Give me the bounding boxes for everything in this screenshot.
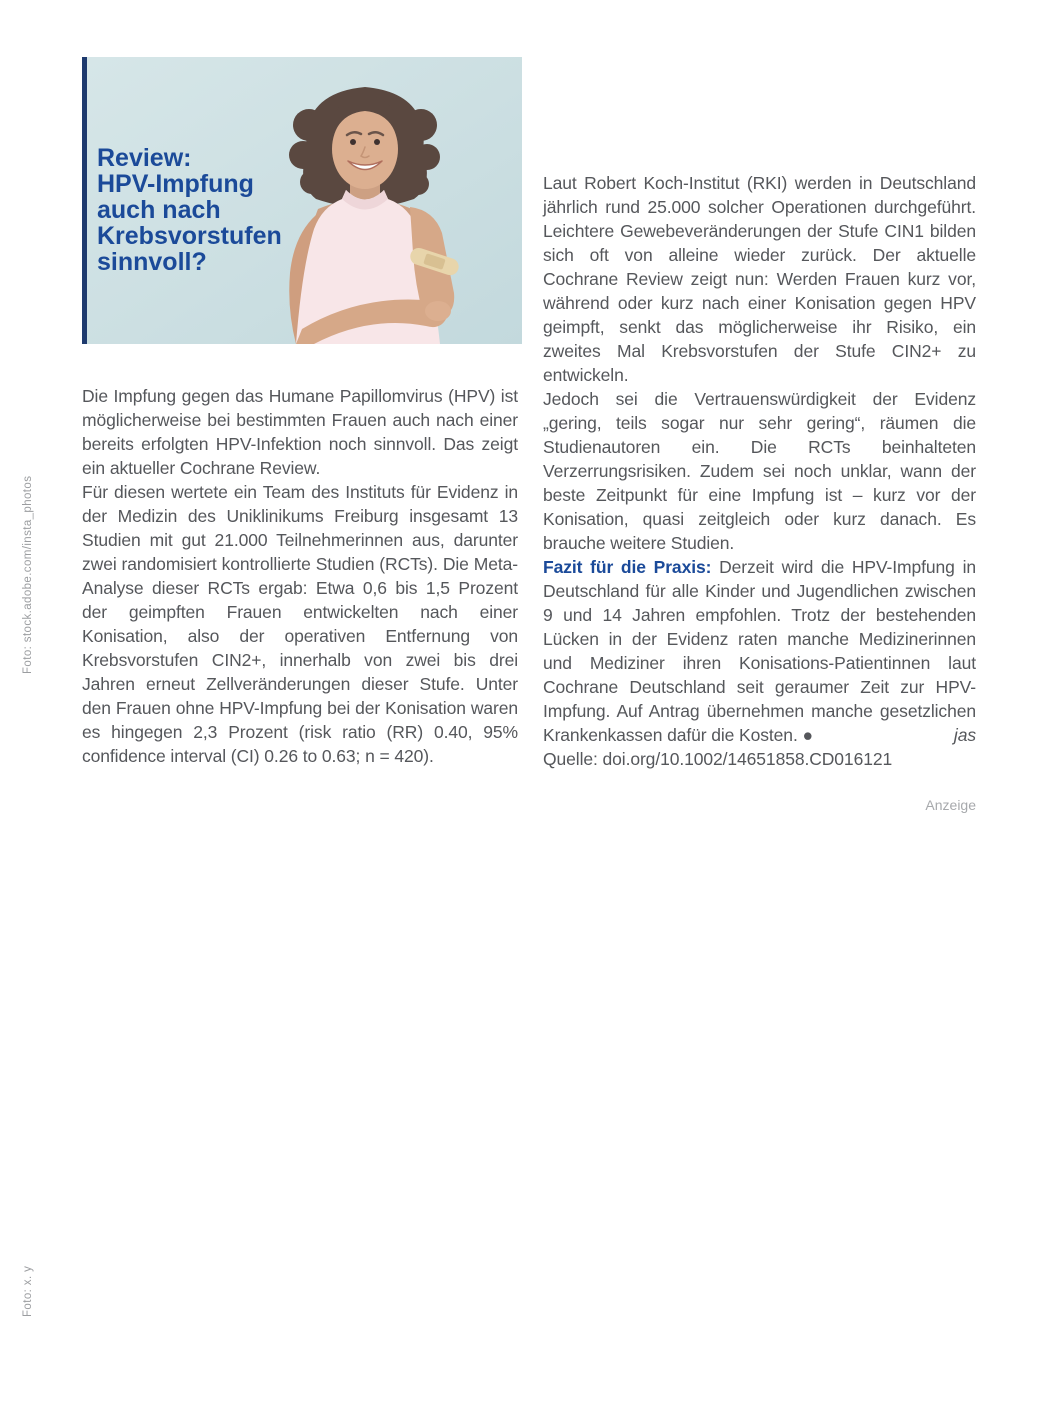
conclusion-label: Fazit für die Praxis: xyxy=(543,557,712,577)
paragraph: Für diesen wertete ein Team des Instituts für Evidenz in der Medizin des Uniklinikums Freiburg insgesamt 13 Studien mit gut 21.000 Teilnehmerinnen aus, darunter zwei randomisiert kontrollierte Studien (RCTs). Die Meta-Analyse dieser RCTs ergab: Etwa 0,6 bis 1,5 Prozent der geimpften Frauen entwickelten nach einer Konisation, also der operativen Entfernung von Krebsvorstufen CIN2+, innerhalb von zwei bis drei Jahren erneut Zellveränderungen dieser Stufe. Unter den Frauen ohne HPV-Impfung bei der Konisation waren es hingegen 2,3 Prozent (risk ratio (RR) 0.40, 95% confidence interval (CI) 0.26 to 0.63; n = 420). xyxy=(82,482,518,766)
conclusion-paragraph xyxy=(543,555,976,747)
hero-image-block xyxy=(82,57,522,344)
paragraph: Die Impfung gegen das Humane Papillomvirus (HPV) ist möglicherweise bei bestimmten Frauen auch nach einer bereits erfolgten HPV-Infektion noch sinnvoll. Das zeigt ein aktueller Cochrane Review. xyxy=(82,386,518,478)
conclusion-text: Derzeit wird die HPV-Impfung in Deutschland für alle Kinder und Jugendlichen zwischen 9 und 14 Jahren empfohlen. Trotz der bestehenden Lücken in der Evidenz raten manche Medizinerinnen und Mediziner ihren Konisations-Patientinnen laut Cochrane Deutschland seit geraumer Zeit zur HPV-Impfung. Auf Antrag übernehmen manche gesetzlichen Krankenkassen dafür die Kosten. ● xyxy=(543,557,976,745)
title-line: Review: xyxy=(97,144,192,172)
paragraph: Jedoch sei die Vertrauenswürdigkeit der Evidenz „gering, teils sogar nur sehr gering“, räumen die Studienautoren ein. Die RCTs beinhalteten Verzerrungsrisiken. Zudem sei noch unklar, wann der beste Zeitpunkt für eine Impfung ist – kurz vor der Konisation, quasi zeitgleich oder kurz danach. Es brauche weitere Studien. xyxy=(543,389,976,553)
left-eye xyxy=(350,139,356,145)
paragraph: Laut Robert Koch-Institut (RKI) werden in Deutschland jährlich rund 25.000 solcher Operationen durchgeführt. Leichtere Gewebeveränderungen der Stufe CIN1 bilden sich oft von alleine wieder zurück. Der aktuelle Cochrane Review zeigt nun: Werden Frauen kurz vor, während oder kurz nach einer Konisation gegen HPV geimpft, senkt das möglicherweise ihr Risiko, ein zweites Mal Krebsvorstufen der Stufe CIN2+ zu entwickeln. xyxy=(543,173,976,385)
article-title xyxy=(97,145,282,275)
title-line: HPV-Impfung xyxy=(97,170,254,198)
title-line: Krebsvorstufen xyxy=(97,222,282,250)
author-initials: jas xyxy=(953,725,976,745)
left-column xyxy=(82,384,518,768)
source-doi: Quelle: doi.org/10.1002/14651858.CD016121 xyxy=(543,749,893,769)
navy-accent-bar xyxy=(82,57,87,344)
title-line: auch nach xyxy=(97,196,221,224)
right-column xyxy=(543,171,976,813)
photo-credit-top: Foto: stock.adobe.com/insta_photos xyxy=(22,475,34,674)
ad-label: Anzeige xyxy=(925,797,976,813)
photo-credit-bottom: Foto: x. y xyxy=(22,1265,34,1317)
hand xyxy=(425,301,451,321)
right-eye xyxy=(374,139,380,145)
title-line: sinnvoll? xyxy=(97,248,207,276)
